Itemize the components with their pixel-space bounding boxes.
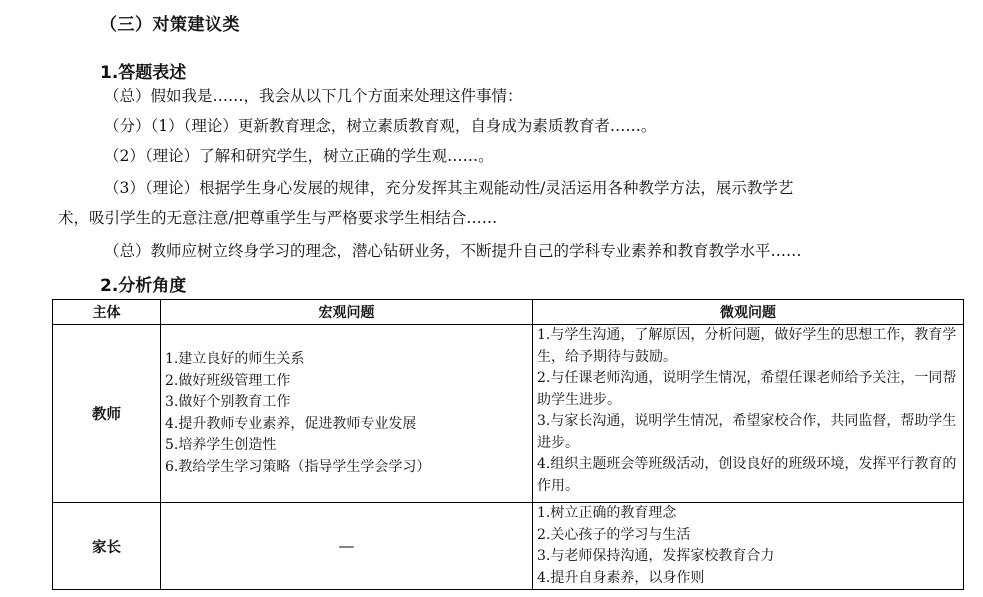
answer-line-point1: （分）（1）（理论）更新教育理念，树立素质教育观，自身成为素质教育者……。 [104, 117, 657, 135]
answer-line-point3: （3）（理论）根据学生身心发展的规律，充分发挥其主观能动性/灵活运用各种教学方法，展示教学艺 [104, 179, 794, 197]
micro-item: 4.提升自身素养，以身作则 [537, 569, 705, 586]
table-row-teacher [53, 325, 964, 503]
part2-title: 2.分析角度 [100, 276, 187, 296]
macro-cell-empty: — [161, 503, 533, 590]
micro-item: 2.与任课老师沟通，说明学生情况，希望任课老师给予关注，一同帮助学生进步。 [537, 370, 957, 408]
table-header-row [53, 300, 964, 325]
micro-item: 2.关心孩子的学习与生活 [537, 526, 691, 543]
header-micro: 微观问题 [533, 300, 964, 325]
macro-item: 4.提升教师专业素养，促进教师专业发展 [165, 415, 417, 432]
micro-cell [533, 503, 964, 590]
micro-cell [533, 325, 964, 503]
table-row-parent [53, 503, 964, 590]
part1-title: 1.答题表述 [100, 63, 187, 83]
macro-item: 3.做好个别教育工作 [165, 394, 291, 410]
answer-line-summary: （总）假如我是……，我会从以下几个方面来处理这件事情： [104, 87, 523, 105]
section-title: （三）对策建议类 [100, 15, 240, 35]
header-subject: 主体 [53, 300, 161, 325]
macro-cell [161, 325, 533, 503]
answer-line-conclusion: （总）教师应树立终身学习的理念，潜心钻研业务，不断提升自己的学科专业素养和教育教学水平…… [104, 242, 802, 260]
answer-line-point3-cont: 术，吸引学生的无意注意/把尊重学生与严格要求学生相结合…… [58, 209, 498, 227]
header-macro: 宏观问题 [161, 300, 533, 325]
macro-item: 5.培养学生创造性 [165, 437, 277, 453]
macro-item: 2.做好班级管理工作 [165, 372, 291, 389]
answer-line-point2: （2）（理论）了解和研究学生，树立正确的学生观……。 [104, 147, 494, 165]
analysis-table [52, 299, 964, 590]
macro-item: 1.建立良好的师生关系 [165, 351, 305, 367]
micro-item: 3.与家长沟通，说明学生情况，希望家校合作，共同监督，帮助学生进步。 [537, 413, 957, 451]
micro-item: 1.树立正确的教育理念 [537, 505, 677, 521]
micro-item: 4.组织主题班会等班级活动，创设良好的班级环境，发挥平行教育的作用。 [537, 456, 957, 494]
micro-item: 3.与老师保持沟通，发挥家校教育合力 [537, 548, 775, 564]
micro-item: 1.与学生沟通，了解原因，分析问题，做好学生的思想工作，教育学生，给予期待与鼓励。 [537, 327, 957, 365]
subject-cell: 教师 [53, 325, 161, 503]
macro-item: 6.教给学生学习策略（指导学生学会学习） [165, 458, 431, 475]
subject-cell: 家长 [53, 503, 161, 590]
